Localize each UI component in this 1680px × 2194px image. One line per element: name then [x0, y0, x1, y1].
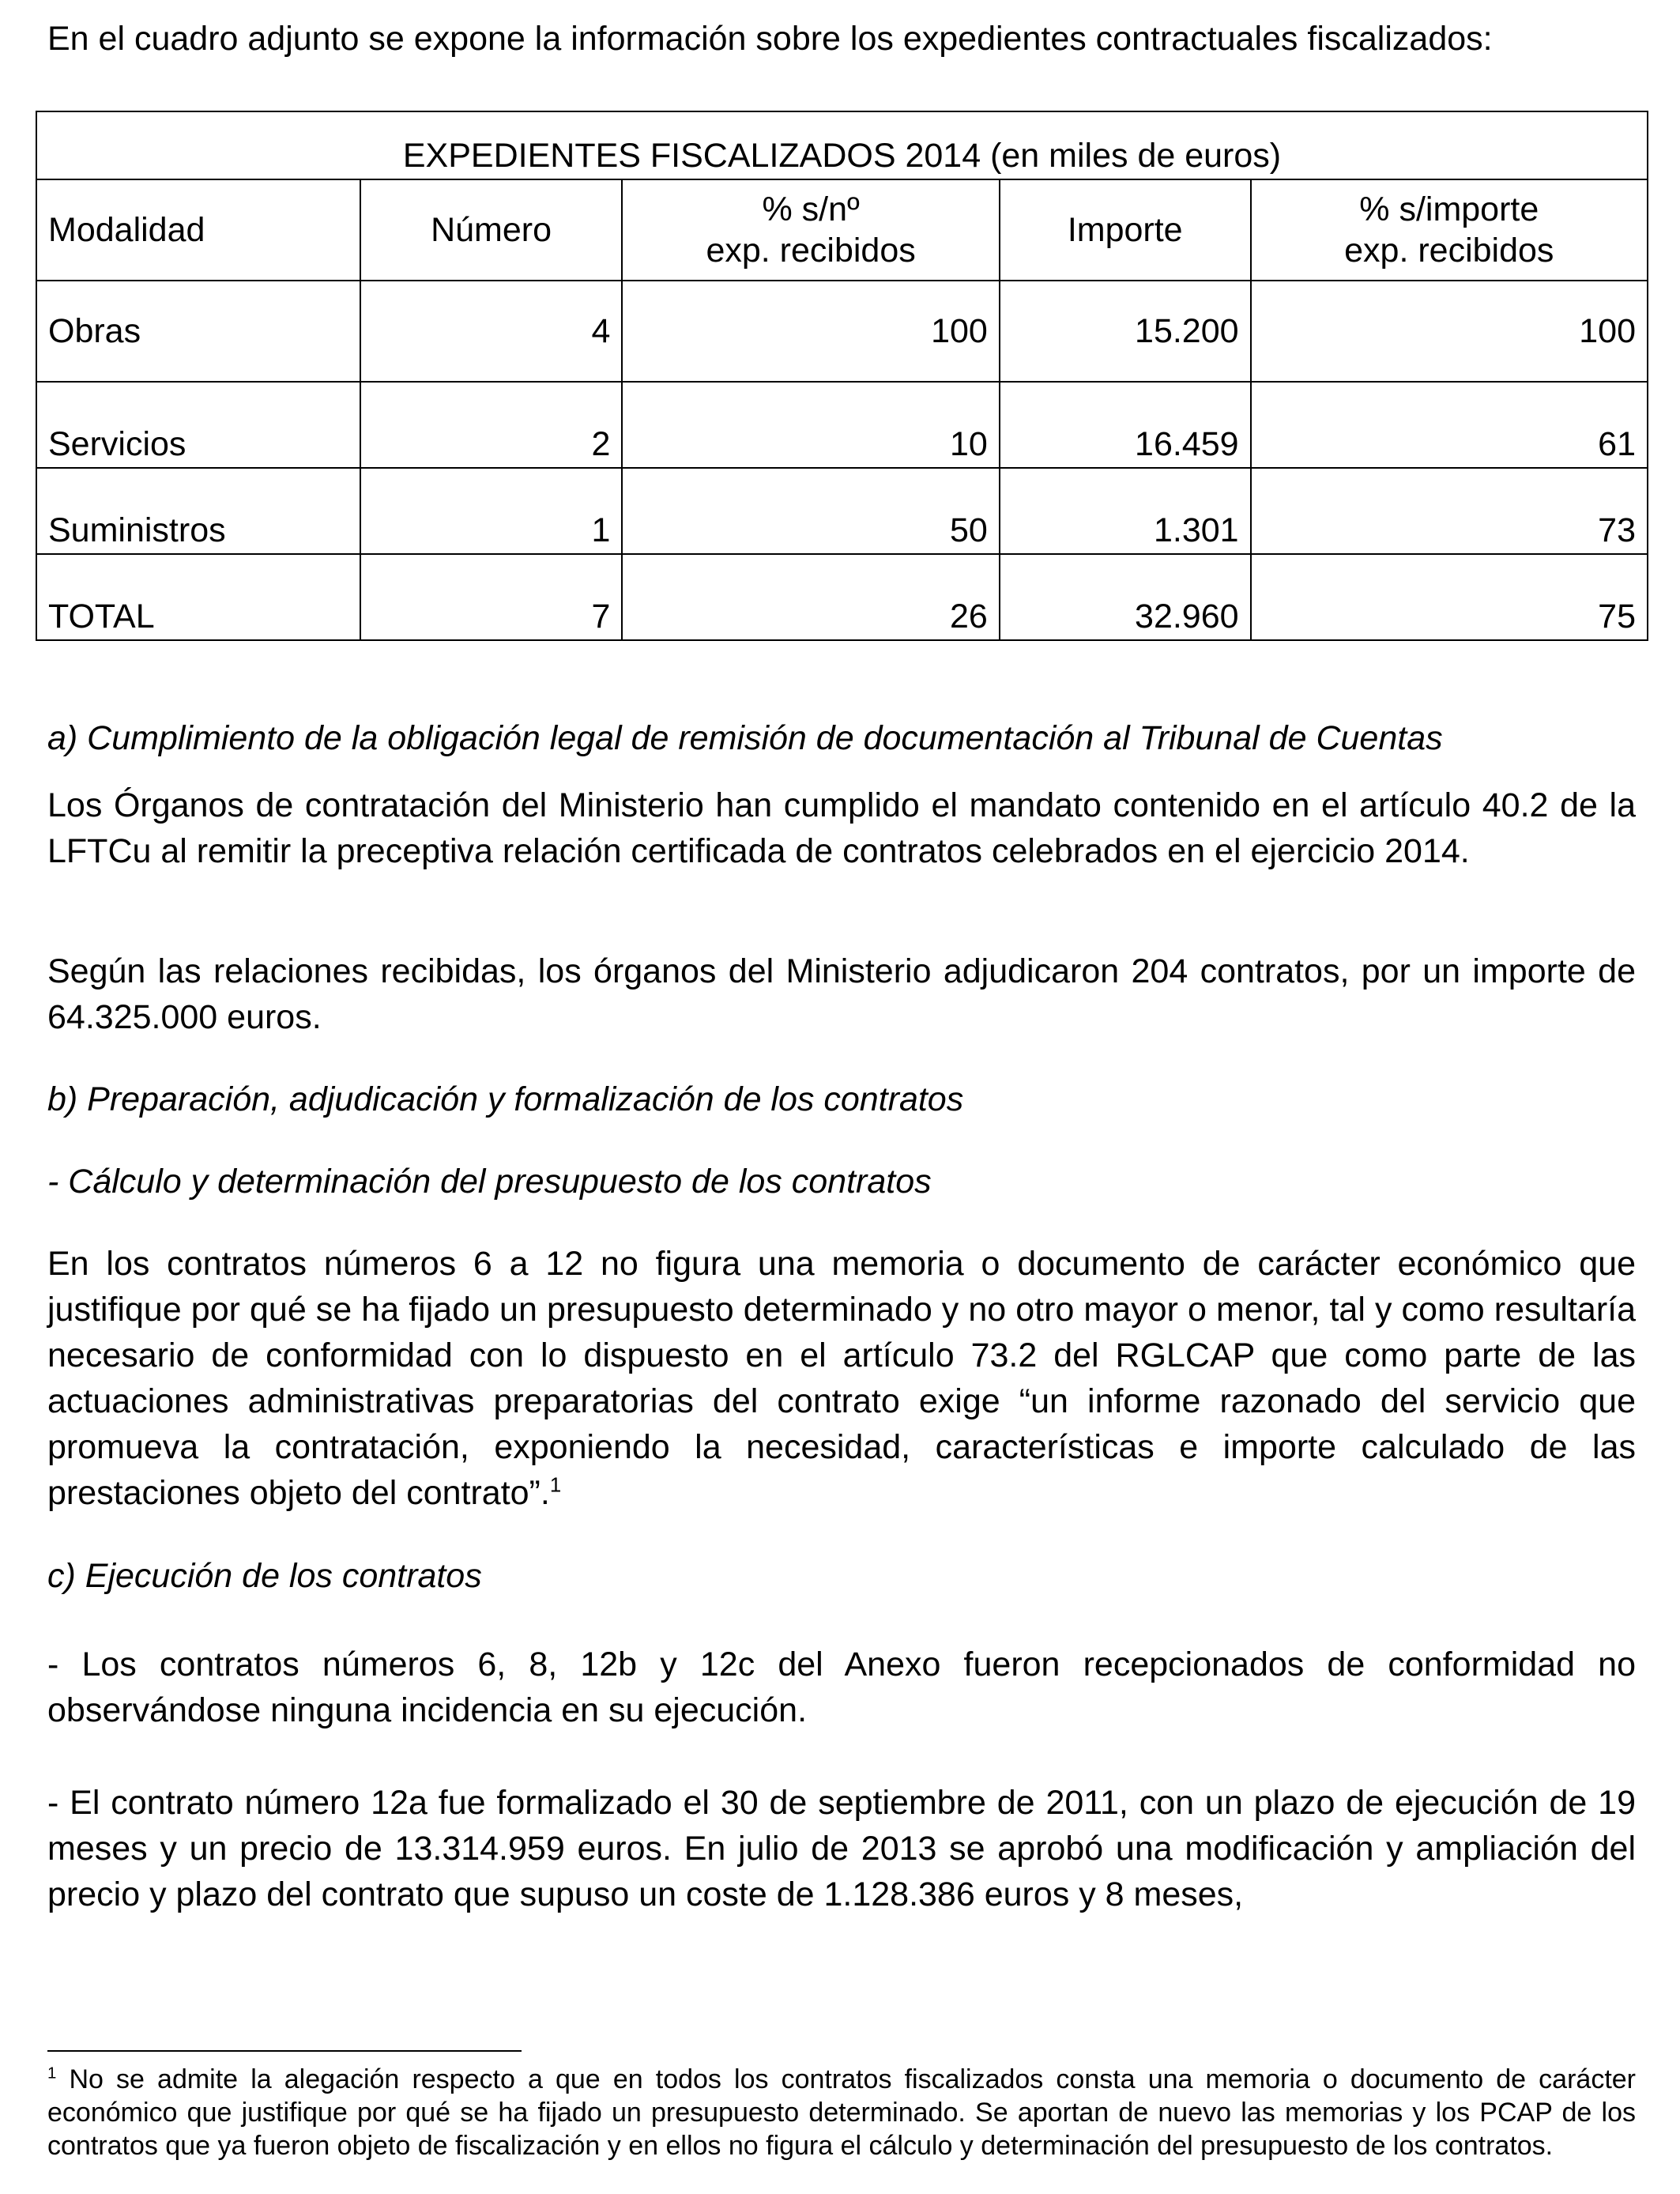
footnote [47, 2063, 1636, 2162]
header-modalidad: Modalidad [36, 179, 360, 281]
section-c-paragraph-1: - Los contratos números 6, 8, 12b y 12c del Anexo fueron recepcionados de conformidad no observándose ninguna incidencia en su ejecución. [47, 1646, 1636, 1729]
cell-pct-numero: 26 [622, 554, 999, 640]
cell-importe: 15.200 [1000, 281, 1251, 382]
cell-modalidad: TOTAL [36, 554, 360, 640]
header-numero: Número [360, 179, 623, 281]
cell-pct-numero: 100 [622, 281, 999, 382]
section-b-heading: b) Preparación, adjudicación y formalización de los contratos [47, 1080, 964, 1118]
cell-numero: 2 [360, 382, 623, 468]
table-row-total [36, 554, 1648, 640]
cell-numero: 7 [360, 554, 623, 640]
table-header-row [36, 179, 1648, 281]
cell-pct-importe: 75 [1251, 554, 1648, 640]
cell-modalidad: Obras [36, 281, 360, 382]
header-pct-numero-line1: % s/nº [762, 190, 860, 228]
footnote-text: No se admite la alegación respecto a que en todos los contratos fiscalizados consta una memoria o documento de carácter económico que justifique por qué se ha fijado un presupuesto determinado. Se aportan de nuevo las memorias y los PCAP de los contratos que ya fueron objeto de fiscalización y en ellos no figura el cálculo y determinación del presupuesto de los contratos. [47, 2064, 1636, 2161]
section-c-paragraph-2: - El contrato número 12a fue formalizado el 30 de septiembre de 2011, con un plazo de ejecución de 19 meses y un precio de 13.314.959 euros. En julio de 2013 se aprobó una modificación y ampliación del precio y plazo del contrato que supuso un coste de 1.128.386 euros y 8 meses, [47, 1784, 1636, 1913]
cell-modalidad: Servicios [36, 382, 360, 468]
footnote-reference: 1 [549, 1474, 562, 1497]
cell-importe: 1.301 [1000, 468, 1251, 554]
cell-pct-importe: 100 [1251, 281, 1648, 382]
section-b-subheading: - Cálculo y determinación del presupuesto de los contratos [47, 1163, 932, 1201]
header-pct-numero-line2: exp. recibidos [706, 232, 916, 270]
header-pct-importe-line2: exp. recibidos [1344, 232, 1554, 270]
intro-paragraph: En el cuadro adjunto se expone la información sobre los expedientes contractuales fiscalizados: [47, 20, 1493, 58]
table-title: EXPEDIENTES FISCALIZADOS 2014 (en miles de euros) [36, 111, 1648, 179]
cell-numero: 1 [360, 468, 623, 554]
cell-importe: 32.960 [1000, 554, 1251, 640]
section-a-heading: a) Cumplimiento de la obligación legal de remisión de documentación al Tribunal de Cuentas [47, 719, 1443, 757]
section-a-paragraph-1: Los Órganos de contratación del Ministerio han cumplido el mandato contenido en el artículo 40.2 de la LFTCu al remitir la preceptiva relación certificada de contratos celebrados en el ejercicio 2014. [47, 786, 1636, 870]
header-pct-numero [622, 179, 999, 281]
header-importe: Importe [1000, 179, 1251, 281]
cell-pct-importe: 73 [1251, 468, 1648, 554]
table-row [36, 382, 1648, 468]
footnote-separator [47, 2050, 522, 2052]
table-row [36, 468, 1648, 554]
header-pct-importe [1251, 179, 1648, 281]
cell-pct-numero: 10 [622, 382, 999, 468]
section-b-paragraph-1-text: En los contratos números 6 a 12 no figura una memoria o documento de carácter económico que justifique por qué se ha fijado un presupuesto determinado y no otro mayor o menor, tal y como resultaría necesario de conformidad con lo dispuesto en el artículo 73.2 del RGLCAP que como parte de las actuaciones administrativas preparatorias del contrato exige “un informe razonado del servicio que promueva la contratación, exponiendo la necesidad, características e importe calculado de las prestaciones objeto del contrato”. [47, 1245, 1636, 1512]
section-c-heading: c) Ejecución de los contratos [47, 1557, 482, 1595]
cell-importe: 16.459 [1000, 382, 1251, 468]
expedientes-table [36, 111, 1648, 641]
footnote-number: 1 [47, 2064, 57, 2083]
header-pct-importe-line1: % s/importe [1359, 190, 1539, 228]
cell-modalidad: Suministros [36, 468, 360, 554]
cell-pct-numero: 50 [622, 468, 999, 554]
section-a-paragraph-2: Según las relaciones recibidas, los órganos del Ministerio adjudicaron 204 contratos, por un importe de 64.325.000 euros. [47, 952, 1636, 1036]
cell-pct-importe: 61 [1251, 382, 1648, 468]
cell-numero: 4 [360, 281, 623, 382]
section-b-paragraph-1 [47, 1241, 1636, 1516]
table-row [36, 281, 1648, 382]
